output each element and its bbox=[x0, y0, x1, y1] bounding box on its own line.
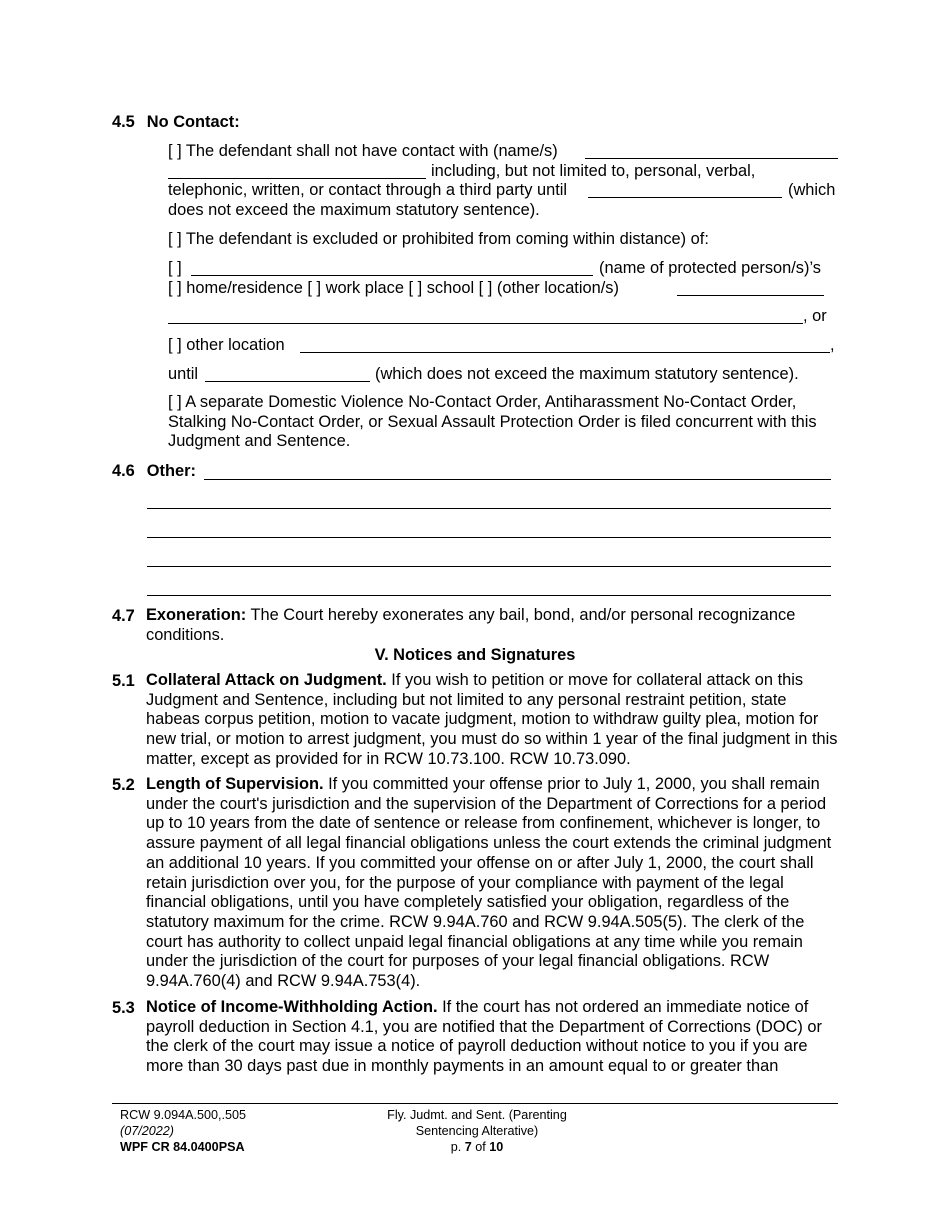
protected-person-checkbox[interactable]: [ ] bbox=[168, 259, 182, 277]
no-contact-line-3: telephonic, written, or contact through a third party until bbox=[168, 181, 568, 199]
separate-order-checkbox[interactable] bbox=[168, 393, 840, 452]
section-5-3 bbox=[146, 998, 840, 1077]
footer-title-2: Sentencing Alterative) bbox=[415, 1124, 539, 1138]
section-5-2 bbox=[146, 775, 840, 992]
other-location-blank[interactable] bbox=[300, 352, 830, 353]
section-4-5-heading bbox=[112, 112, 240, 132]
footer-page-number: p. 7 of 10 bbox=[450, 1140, 504, 1154]
separate-order-text: [ ] A separate Domestic Violence No-Contact Order, Antiharassment No-Contact Order, Stalking No-Contact Order, or Sexual Assault Protection Order is filed concurrent with this Judgment and Sentence. bbox=[168, 393, 817, 451]
section-5-2-number: 5.2 bbox=[112, 776, 135, 794]
no-contact-line-3-tail: (which bbox=[788, 181, 836, 199]
section-title: No Contact: bbox=[146, 113, 240, 131]
or-text: , or bbox=[803, 307, 827, 325]
no-contact-line-2: including, but not limited to, personal, verbal, bbox=[431, 162, 756, 180]
section-text: If you committed your offense prior to July 1, 2000, you shall remain under the court's jurisdiction and the supervision of the Department of Corrections for a period up to 10 years from the date of sentence or release from confinement, whichever is longer, to assure payment of all legal financial obligations unless the court extends the criminal judgment an additional 10 years. If you committed your offense on or after July 1, 2000, the court shall retain jurisdiction over you, for the purpose of your compliance with payment of the legal financial obligations, until you have completely satisfied your obligation, regardless of the statutory maximum for the crime. RCW 9.94A.760 and RCW 9.94A.505(5). The clerk of the court has authority to collect unpaid legal financial obligations at any time while you remain under the jurisdiction of the court for purposes of your legal financial obligations. RCW 9.94A.760(4) and RCW 9.94A.753(4). bbox=[146, 775, 832, 991]
footer-form-number: WPF CR 84.0400PSA bbox=[120, 1140, 245, 1154]
other-locations-blank[interactable] bbox=[677, 295, 824, 296]
contact-names-blank[interactable] bbox=[585, 158, 838, 159]
protected-person-label: (name of protected person/s)’s bbox=[599, 259, 821, 277]
section-4-7 bbox=[146, 606, 840, 645]
section-text: If you wish to petition or move for collateral attack on this Judgment and Sentence, including but not limited to any personal restraint petition, state habeas corpus petition, motion to vacate judgment, motion to withdraw guilty plea, motion for new trial, or motion to arrest judgment, you must do so within 1 year of the final judgment in this matter, except as provided for in RCW 10.73.100. RCW 10.73.090. bbox=[146, 671, 838, 768]
section-title: Collateral Attack on Judgment. bbox=[146, 671, 387, 689]
section-text: If the court has not ordered an immediate notice of payroll deduction in Section 4.1, you are notified that the Department of Corrections (DOC) or the clerk of the court may issue a notice of payroll deduction without notice to you if you are more than 30 days past due in monthly payments in an amount equal to or greater than bbox=[146, 998, 823, 1076]
section-5-1-number: 5.1 bbox=[112, 672, 135, 690]
contact-names-blank-2[interactable] bbox=[168, 178, 426, 179]
no-contact-line-1: [ ] The defendant shall not have contact with (name/s) bbox=[168, 142, 558, 160]
page-footer-rule bbox=[112, 1103, 838, 1104]
current-page: 7 bbox=[464, 1140, 472, 1154]
other-blank-4[interactable] bbox=[147, 566, 831, 567]
other-blank-5[interactable] bbox=[147, 595, 831, 596]
other-location-checkbox[interactable]: [ ] other location bbox=[168, 336, 285, 354]
section-number: 4.6 bbox=[112, 462, 135, 480]
footer-title-1: Fly. Judmt. and Sent. (Parenting bbox=[387, 1108, 567, 1122]
section-v-heading: V. Notices and Signatures bbox=[374, 646, 576, 664]
other-blank-2[interactable] bbox=[147, 508, 831, 509]
total-pages: 10 bbox=[489, 1140, 504, 1154]
section-4-6-heading bbox=[112, 461, 196, 481]
until-blank[interactable] bbox=[205, 381, 370, 382]
section-title: Notice of Income-Withholding Action. bbox=[146, 998, 438, 1016]
excluded-checkbox-line[interactable]: [ ] The defendant is excluded or prohibited from coming within distance) of: bbox=[168, 230, 709, 248]
section-5-3-number: 5.3 bbox=[112, 999, 135, 1017]
section-title: Other: bbox=[146, 462, 196, 480]
protected-person-blank[interactable] bbox=[191, 275, 593, 276]
section-text: The Court hereby exonerates any bail, bond, and/or personal recognizance conditions. bbox=[146, 606, 796, 644]
section-title: Exoneration: bbox=[146, 606, 247, 624]
until-date-blank[interactable] bbox=[588, 197, 782, 198]
location-checkboxes[interactable]: [ ] home/residence [ ] work place [ ] school [ ] (other location/s) bbox=[168, 279, 619, 297]
no-contact-line-4: does not exceed the maximum statutory sentence). bbox=[168, 201, 540, 219]
section-5-1 bbox=[146, 671, 840, 770]
section-title: Length of Supervision. bbox=[146, 775, 324, 793]
other-locations-blank-2[interactable] bbox=[168, 323, 803, 324]
section-number: 4.5 bbox=[112, 113, 135, 131]
other-blank-3[interactable] bbox=[147, 537, 831, 538]
section-4-7-number: 4.7 bbox=[112, 607, 135, 625]
until-label: until bbox=[168, 365, 199, 383]
other-blank-1[interactable] bbox=[204, 479, 831, 480]
footer-rcw: RCW 9.094A.500,.505 bbox=[120, 1108, 247, 1122]
footer-date: (07/2022) bbox=[120, 1124, 174, 1138]
comma-text: , bbox=[830, 336, 835, 354]
until-tail: (which does not exceed the maximum statutory sentence). bbox=[375, 365, 799, 383]
